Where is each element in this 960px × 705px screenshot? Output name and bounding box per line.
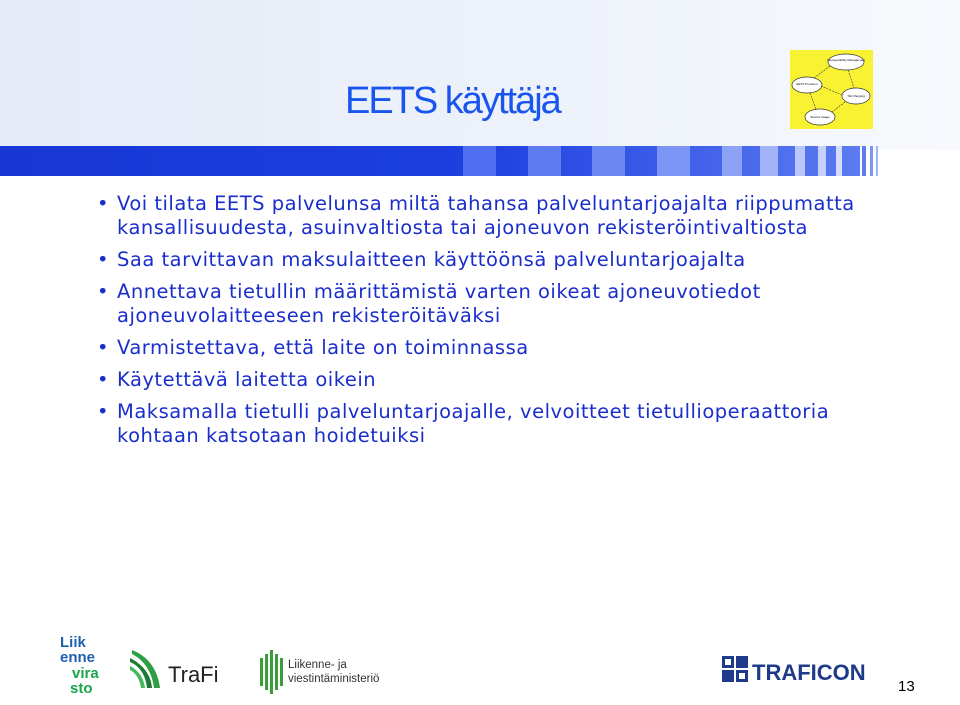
band-square <box>818 146 826 176</box>
bullet-item <box>97 192 917 240</box>
bullet-text: Maksamalla tietulli palveluntarjoajalle, velvoitteet tietullioperaattoria kohtaan katsotaan hoidetuiksi <box>117 400 830 447</box>
bullet-item <box>97 336 917 360</box>
slide-title: EETS käyttäjä <box>345 80 560 122</box>
bullet-item <box>97 400 917 448</box>
trafi-logo <box>130 650 240 690</box>
bullet-item <box>97 280 917 328</box>
page-number: 13 <box>898 678 915 695</box>
band-square <box>795 146 805 176</box>
bullet-dot: • <box>97 400 110 423</box>
band-square <box>592 146 625 176</box>
bullet-list <box>97 192 917 456</box>
diagram-svg <box>790 50 873 129</box>
bullet-text: Voi tilata EETS palvelunsa miltä tahansa palveluntarjoajalta riippumatta kansallisuudesta, asuinvaltiosta tai ajoneuvon rekisteröintivaltiosta <box>117 192 855 239</box>
traficon-logo-svg <box>722 654 887 690</box>
bullet-dot: • <box>97 336 110 359</box>
band-square <box>722 146 742 176</box>
band-strip <box>862 146 866 176</box>
svg-text:sto: sto <box>70 680 93 696</box>
band-strip <box>870 146 873 176</box>
diagram-node-label: Toll Charging <box>847 94 865 98</box>
trafi-logo-svg <box>130 650 240 690</box>
svg-text:TRAFICON: TRAFICON <box>752 660 866 685</box>
bullet-item <box>97 368 917 392</box>
bullet-text: Varmistettava, että laite on toiminnassa <box>117 336 529 359</box>
diagram-node-label: Interoperability Management <box>826 58 866 62</box>
bullet-text: Saa tarvittavan maksulaitteen käyttöönsä palveluntarjoajalta <box>117 248 746 271</box>
liikennevirasto-logo-svg <box>60 634 120 696</box>
bullet-text: Annettava tietullin määrittämistä varten oikeat ajoneuvotiedot ajoneuvolaitteeseen rekisteröitäväksi <box>117 280 761 327</box>
svg-text:Liikenne- ja: Liikenne- ja <box>288 659 347 671</box>
bullet-dot: • <box>97 192 110 215</box>
eets-role-diagram <box>790 50 873 129</box>
band-strip <box>876 146 878 176</box>
lvm-logo-svg <box>258 648 393 696</box>
band-square <box>657 146 690 176</box>
bullet-dot: • <box>97 280 110 303</box>
diagram-node <box>828 54 864 70</box>
svg-text:viestintäministeriö: viestintäministeriö <box>288 673 380 685</box>
bullet-item <box>97 248 917 272</box>
svg-text:enne: enne <box>60 649 96 666</box>
diagram-node-label: Service Usage <box>810 115 830 119</box>
diagram-node-label: EETS Provision <box>796 82 818 86</box>
bullet-text: Käytettävä laitetta oikein <box>117 368 377 391</box>
bullet-dot: • <box>97 368 110 391</box>
band-square <box>760 146 778 176</box>
svg-text:Liik: Liik <box>60 634 86 651</box>
liikennevirasto-logo <box>60 634 120 696</box>
bullet-dot: • <box>97 248 110 271</box>
svg-text:vira: vira <box>72 665 99 682</box>
band-square <box>463 146 496 176</box>
lvm-logo <box>258 648 393 696</box>
traficon-logo <box>722 654 887 690</box>
band-square <box>528 146 561 176</box>
svg-text:TraFi: TraFi <box>168 662 219 687</box>
band-square <box>836 146 842 176</box>
